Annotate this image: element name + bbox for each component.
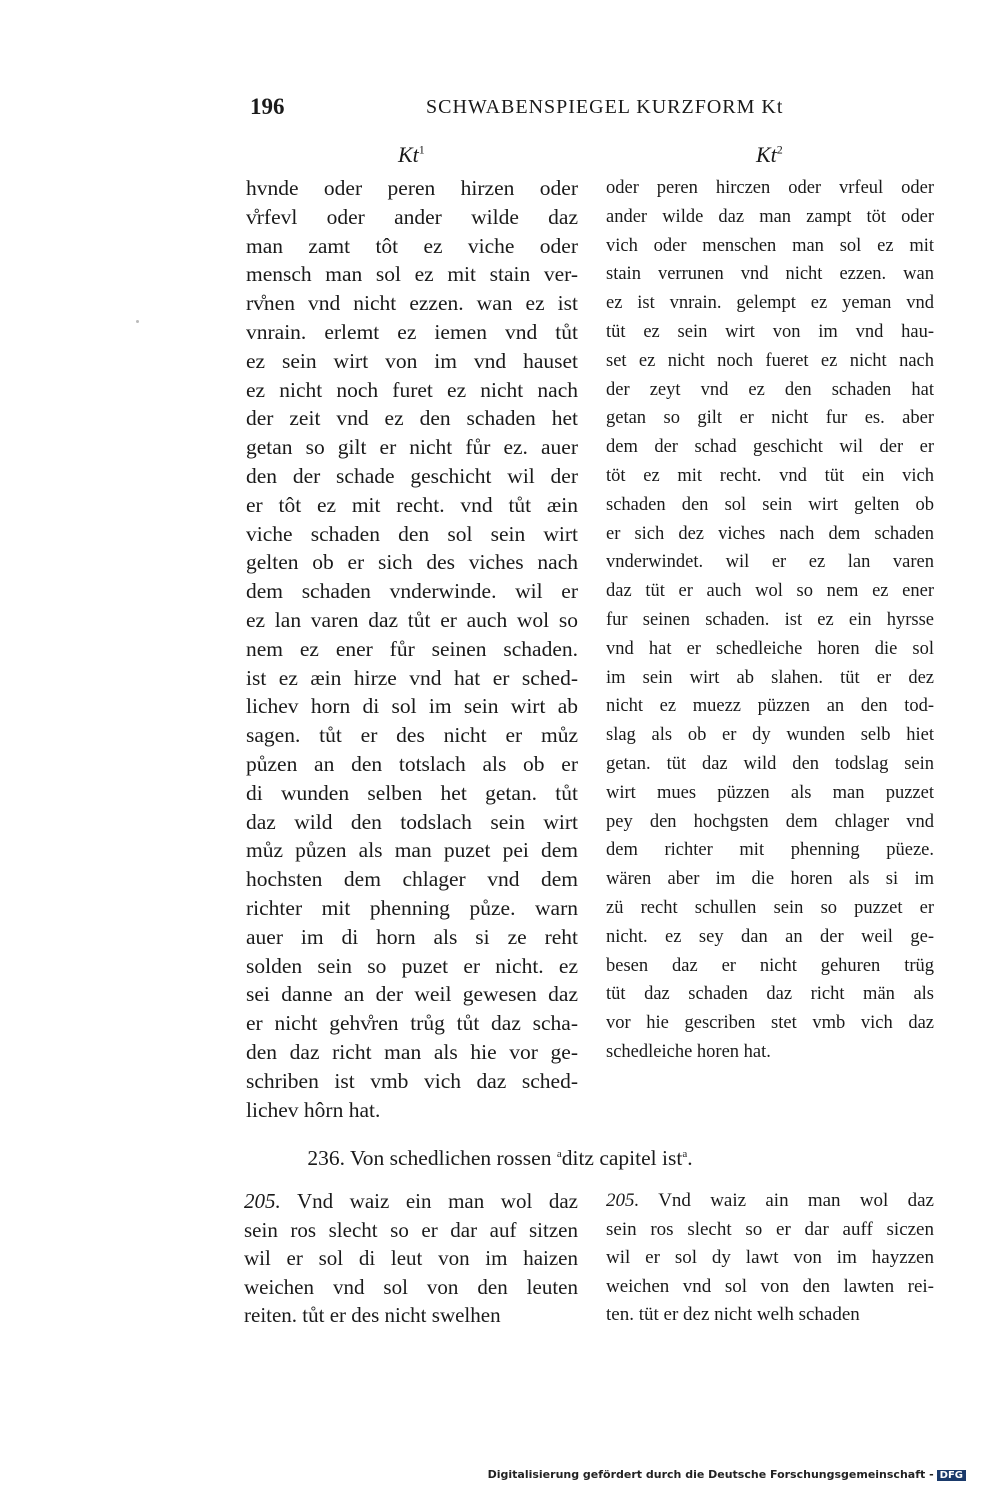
column-heading-kt1: Kt$^1$ bbox=[398, 142, 425, 167]
kt1-column-text bbox=[246, 174, 578, 1124]
text-line: stain verrunen vnd nicht ezzen. wan bbox=[606, 264, 934, 285]
line-text: Vnd waiz ein man wol daz bbox=[296, 1189, 578, 1213]
text-line bbox=[244, 1187, 578, 1216]
text-line: ten. tüt er dez nicht welh schaden bbox=[606, 1304, 860, 1325]
apparatus-mark-open: a bbox=[556, 1147, 562, 1160]
section-number: 205. bbox=[244, 1189, 281, 1213]
apparatus-mark-close: a bbox=[682, 1147, 688, 1160]
text-line: ez lan varen daz tůt er auch wol so bbox=[246, 607, 578, 632]
text-line: der zeyt vnd ez den schaden hat bbox=[606, 379, 934, 400]
text-line: dem schaden vnderwinde. wil er bbox=[246, 579, 578, 604]
page-header bbox=[0, 94, 1000, 126]
section-205-kt1 bbox=[244, 1187, 578, 1330]
text-line: sein ros slecht so er dar auf sitzen bbox=[244, 1217, 578, 1242]
text-line: wil er sol dy lawt von im hayzzen bbox=[606, 1247, 934, 1268]
chapter-subtitle: ditz capitel ist bbox=[561, 1146, 683, 1170]
text-line: schedleiche horen hat. bbox=[606, 1041, 771, 1062]
text-line: weichen vnd sol von den lawten rei- bbox=[606, 1275, 934, 1297]
text-line: man zamt tôt ez viche oder bbox=[246, 233, 578, 258]
text-line: vnd hat er schedleiche horen die sol bbox=[606, 638, 934, 659]
text-line: hochsten dem chlager vnd dem bbox=[246, 867, 578, 892]
footer-text: Digitalisierung gefördert durch die Deutsche Forschungsgemeinschaft - bbox=[487, 1468, 934, 1481]
text-line: reiten. tůt er des nicht swelhen bbox=[244, 1303, 501, 1327]
text-line bbox=[606, 1187, 934, 1216]
line-text: Vnd waiz ain man wol daz bbox=[658, 1190, 934, 1211]
text-line: vor hie gescriben stet vmb vich daz bbox=[606, 1013, 934, 1034]
scan-speck bbox=[136, 320, 139, 323]
page-number: 196 bbox=[250, 94, 285, 119]
text-line: wären aber im die horen als si im bbox=[606, 869, 934, 890]
chapter-number: 236. bbox=[307, 1146, 346, 1170]
kt2-column-text bbox=[606, 174, 934, 1067]
text-line: ander wilde daz man zampt töt oder bbox=[606, 206, 934, 227]
column-heading-kt2: Kt$^2$ bbox=[756, 142, 783, 167]
text-line: auer im di horn als si ze reht bbox=[246, 924, 578, 949]
text-line: viche schaden den sol sein wirt bbox=[246, 521, 578, 546]
text-line: besen daz er nicht gehuren trüg bbox=[606, 955, 934, 976]
text-line: ez ist vnrain. gelempt ez yeman vnd bbox=[606, 293, 934, 314]
text-line: můz půzen als man puzet pei dem bbox=[246, 838, 578, 863]
text-line: sagen. tůt er des nicht er můz bbox=[246, 723, 578, 748]
text-line: ez nicht noch furet ez nicht nach bbox=[246, 377, 578, 402]
text-line: wil er sol di leut von im haizen bbox=[244, 1246, 578, 1270]
text-line: ist ez æin hirze vnd hat er sched- bbox=[246, 665, 578, 690]
text-line: hvnde oder peren hirzen oder bbox=[246, 176, 578, 200]
text-line: nicht ez muezz püzzen an den tod- bbox=[606, 696, 934, 717]
text-line: zü recht schullen sein so puzzet er bbox=[606, 897, 934, 918]
text-line: lichev hôrn hat. bbox=[246, 1097, 381, 1122]
chapter-heading: 236. Von schedlichen rossen $^a$ditz capitel ist$^a$. bbox=[307, 1146, 693, 1170]
text-line: der zeit vnd ez den schaden het bbox=[246, 406, 578, 431]
text-line: schriben ist vmb vich daz sched- bbox=[246, 1068, 578, 1093]
text-line: v̊rfevl oder ander wilde daz bbox=[246, 204, 578, 229]
text-line: set ez nicht noch fueret ez nicht nach bbox=[606, 350, 934, 371]
text-line: sei danne an der weil gewesen daz bbox=[246, 982, 578, 1007]
text-line: er nicht gehv̊ren trůg tůt daz scha- bbox=[246, 1011, 578, 1036]
text-line: nem ez ener fůr seinen schaden. bbox=[246, 636, 578, 661]
text-line: ez sein wirt von im vnd hauset bbox=[246, 348, 578, 373]
text-line: daz wild den todslach sein wirt bbox=[246, 809, 578, 834]
text-line: dem der schad geschicht wil der er bbox=[606, 437, 934, 458]
text-line: tüt daz schaden daz richt män als bbox=[606, 984, 934, 1005]
text-line: tüt ez sein wirt von im vnd hau- bbox=[606, 321, 934, 342]
text-line: solden sein so puzet er nicht. ez bbox=[246, 953, 578, 978]
text-line: er sich dez viches nach dem schaden bbox=[606, 523, 934, 544]
text-line: půzen an den totslach als ob er bbox=[246, 751, 578, 776]
text-line: di wunden selben het getan. tůt bbox=[246, 780, 578, 805]
text-line: rv̊nen vnd nicht ezzen. wan ez ist bbox=[246, 291, 578, 316]
text-line: vich oder menschen man sol ez mit bbox=[606, 235, 934, 256]
text-line: sein ros slecht so er dar auff siczen bbox=[606, 1218, 934, 1240]
footer-credit bbox=[488, 1468, 966, 1481]
text-line: dem richter mit phenning püeze. bbox=[606, 840, 934, 861]
text-line: getan so gilt er nicht fůr ez. auer bbox=[246, 435, 578, 460]
running-title: SCHWABENSPIEGEL KURZFORM Kt bbox=[426, 96, 784, 118]
text-line: den der schade geschicht wil der bbox=[246, 463, 578, 488]
section-number: 205. bbox=[606, 1190, 640, 1211]
text-line: den daz richt man als hie vor ge- bbox=[246, 1039, 578, 1064]
text-line: wirt mues püzzen als man puzzet bbox=[606, 782, 934, 803]
text-line: lichev horn di sol im sein wirt ab bbox=[246, 694, 578, 719]
section-205-kt2 bbox=[606, 1187, 934, 1330]
text-line: vnrain. erlemt ez iemen vnd tůt bbox=[246, 319, 578, 344]
text-line: mensch man sol ez mit stain ver- bbox=[246, 262, 578, 287]
text-line: getan. tüt daz wild den todslag sein bbox=[606, 753, 934, 774]
text-line: nicht. ez sey dan an der weil ge- bbox=[606, 926, 934, 947]
text-line: daz tüt er auch wol so nem ez ener bbox=[606, 581, 934, 602]
text-line: vnderwindet. wil er ez lan varen bbox=[606, 552, 934, 573]
text-line: oder peren hirczen oder vrfeul oder bbox=[606, 178, 934, 198]
text-line: slag als ob er dy wunden selb hiet bbox=[606, 725, 934, 746]
text-line: schaden den sol sein wirt gelten ob bbox=[606, 494, 934, 515]
text-line: fur seinen schaden. ist ez ein hyrsse bbox=[606, 609, 934, 630]
text-line: pey den hochgsten dem chlager vnd bbox=[606, 811, 934, 832]
text-line: gelten ob er sich des viches nach bbox=[246, 550, 578, 575]
chapter-title: Von schedlichen rossen bbox=[350, 1146, 552, 1170]
text-line: getan so gilt er nicht fur es. aber bbox=[606, 408, 934, 429]
text-line: er tôt ez mit recht. vnd tůt æin bbox=[246, 492, 578, 517]
text-line: weichen vnd sol von den leuten bbox=[244, 1274, 578, 1299]
text-line: richter mit phenning půze. warn bbox=[246, 895, 578, 920]
text-line: im sein wirt ab slahen. tüt er dez bbox=[606, 667, 934, 688]
dfg-logo: DFG bbox=[937, 1470, 966, 1481]
text-line: töt ez mit recht. vnd tüt ein vich bbox=[606, 465, 934, 486]
